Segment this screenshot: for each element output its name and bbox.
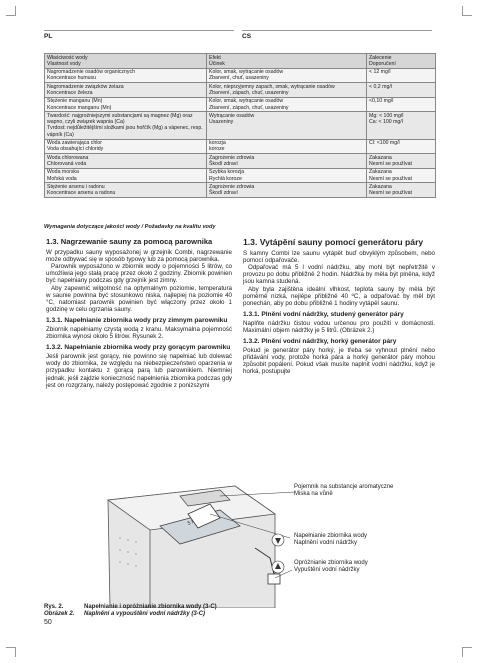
table-cell: Kolor, nieprzyjemny zapach, smak, wytrącanie osadów Zbarvení, zápach, chuť, usazeniny: [207, 83, 367, 98]
paragraph: Parownik wyposażono w zbiornik wody o pojemności 5 litrów, co umożliwia jego stałą pracę przez około 2 godziny. Zbiornik powinien być napełniany podczas gdy grzejnik jest zimny.: [46, 263, 232, 285]
table-cell: Wytrącanie osadów Usazeniny: [207, 112, 367, 139]
paragraph: Naplňte nádržku čistou vodou určenou pro použití v domácnosti. Maximální objem nádržky je 5 litrů. (Obrázek 2.): [243, 319, 435, 335]
table-cell: Woda chlorowana Chlorovaná voda: [45, 154, 207, 169]
paragraph: Aby byla zajištěna ideální vlhkost, teplota sauny by měla být poměrně nízká, nejlépe přibližně 40 ºC, a odpařovač by měl být ponechán, aby po dobu přibližně 1 hodiny vytápěl saunu.: [243, 285, 435, 308]
paragraph: S kamny Combi lze saunu vytápět buď obvyklým způsobem, nebo pomocí odpařovače.: [243, 249, 435, 264]
subsection-heading: 1.3.1. Plnění vodní nádržky, studený generátor páry: [243, 311, 404, 319]
table-header-cell: Efekt Účinek: [207, 54, 367, 69]
table-cell: Stężenie arsenu i radonu Koncentrace arsenu a radonu: [45, 183, 207, 198]
table-cell: korozja koroze: [207, 139, 367, 154]
table-cell: Zakazana Nesmí se používat: [367, 183, 436, 198]
table-cell: Kolor, smak, wytrącanie osadów Zbarvení, chuť, usazeniny: [207, 68, 367, 83]
crop-mark-top-right: [462, 6, 472, 16]
table-row: [45, 139, 436, 154]
crop-mark-bottom-left: [6, 647, 16, 657]
fill-tank-label: Napełnianie zbiornika wody Naplnění vodní nádržky: [294, 533, 368, 547]
table-cell: Twardość: najgroźniejszymi substancjami są magnez (Mg) oraz wapno, czyli związek wapnia (Ca) Tvrdost: nejdůležitějšími složkami jsou hořčík (Mg) a vápenec, resp. vápník (Ca): [45, 112, 207, 139]
section-heading: 1.3. Nagrzewanie sauny za pomocą parownika: [46, 237, 213, 246]
water-quality-table: [44, 53, 436, 198]
language-header-cs: CS: [242, 30, 432, 41]
table-cell: Mg: < 100 mg/l Ca: < 100 mg/l: [367, 112, 436, 139]
subsection-heading: 1.3.1. Napełnianie zbiornika wody przy zimnym parowniku: [46, 317, 228, 325]
aroma-tray-label: Pojemnik na substancje aromatyczne Miska na vůně: [294, 484, 394, 498]
table-row: [45, 183, 436, 198]
table-row: [45, 68, 436, 83]
table-cell: Woda zawierająca chlor Voda obsahující chloridy: [45, 139, 207, 154]
subsection-heading: 1.3.2. Plnění vodní nádržky, horký generátor páry: [243, 338, 397, 346]
table-cell: Cl: <100 mg/l: [367, 139, 436, 154]
table-row: [45, 154, 436, 169]
table-cell: < 0,2 mg/l: [367, 83, 436, 98]
table-header-cell: Właściwość wody Vlastnost vody: [45, 54, 207, 69]
steam-generator-illustration: [70, 478, 450, 608]
page-number: 50: [44, 619, 52, 626]
table-cell: Szybka korozja Rychlá koroze: [207, 168, 367, 183]
table-header-row: [45, 54, 436, 69]
empty-tank-label: Opróżnianie zbiornika wody Vypuštění vodní nádržky: [294, 560, 368, 574]
table-row: [45, 83, 436, 98]
crop-mark-top-left: [6, 6, 16, 16]
table-cell: Kolor, smak, wytrącanie osadów Zbarvení, zápach, chuť, usazeniny: [207, 97, 367, 112]
crop-mark-bottom-right: [462, 647, 472, 657]
paragraph: Aby zapewnić wilgotność na optymalnym poziomie, temperatura w saunie powinna być stosunkowo niska, najlepiej na poziomie 40 °C, natomiast parownik powinien być włączony przez około 1 godzinę w celu ogrzania sauny.: [46, 284, 232, 314]
table-cell: Nagromadzenie związków żelaza Koncentrace železa: [45, 83, 207, 98]
figure-caption: Rys. 2. Napełnianie i opróżnianie zbiornika wody (3-C) Obrázek 2. Naplnění a vypouštění vodní nádržky (3-C): [44, 604, 217, 618]
table-caption: Wymagania dotyczące jakości wody / Požadavky na kvalitu vody: [44, 224, 216, 230]
table-cell: Zakazana Nesmí se používat: [367, 154, 436, 169]
paragraph: W przypadku sauny wyposażonej w grzejnik Combi, nagrzewanie może odbywać się w sposób typowy lub za pomocą parownika.: [46, 248, 232, 263]
subsection-heading: 1.3.2. Napełnianie zbiornika wody przy gorącym parowniku: [46, 344, 231, 352]
tank-volume-mark: 5 l: [186, 519, 194, 527]
table-row: [45, 168, 436, 183]
table-header-cell: Zalecenie Doporučení: [367, 54, 436, 69]
table-row: [45, 112, 436, 139]
table-row: [45, 97, 436, 112]
paragraph: Pokud je generátor páry horký, je třeba se vyhnout plnění nebo přidávání vody, protože horká pára a horký generátor páry mohou způsobit popálení. Pokud však musíte naplnit vodní nádržku, když je horká, postupujte: [243, 346, 435, 376]
paragraph: Zbiornik napełniamy czystą wodą z kranu. Maksymalna pojemność zbiornika wynosi około 5 litrów. Rysunek 2.: [46, 326, 232, 341]
language-header-pl: PL: [44, 30, 234, 41]
table-cell: Woda morska Mořská voda: [45, 168, 207, 183]
polish-column: [46, 238, 232, 389]
paragraph: Odpařovač má 5 l vodní nádržku, aby mohl být nepřetržitě v provozu po dobu přibližně 2 hodin. Nádržka by měla být plněna, když jsou kamna studená.: [243, 264, 435, 286]
czech-column: [243, 238, 435, 376]
table-cell: Stężenie manganu (Mn) Koncentrace manganu (Mn): [45, 97, 207, 112]
table-cell: Zakazana Nesmí se používat: [367, 168, 436, 183]
paragraph: Jeśli parownik jest gorący, nie powinno się napełniać lub dolewać wody do zbiornika, ze względu na niebezpieczeństwo oparzenia w przypadku kontaktu z gorącą parą lub parownikiem. Niemniej jednak, jeśli zajdzie konieczność napełnienia zbiornika podczas gdy jest on rozgrzany, należy postępować zgodnie z poniższymi: [46, 353, 232, 389]
table-cell: <0,10 mg/l: [367, 97, 436, 112]
table-cell: Nagromadzenie osadów organicznych Koncentrace humusu: [45, 68, 207, 83]
table-cell: Zagrożenie zdrowia Škodí zdraví: [207, 183, 367, 198]
section-heading: 1.3. Vytápění sauny pomocí generátoru páry: [243, 237, 424, 247]
table-cell: < 12 mg/l: [367, 68, 436, 83]
table-cell: Zagrożenie zdrowia Škodí zdraví: [207, 154, 367, 169]
drain-cap: [268, 574, 280, 584]
